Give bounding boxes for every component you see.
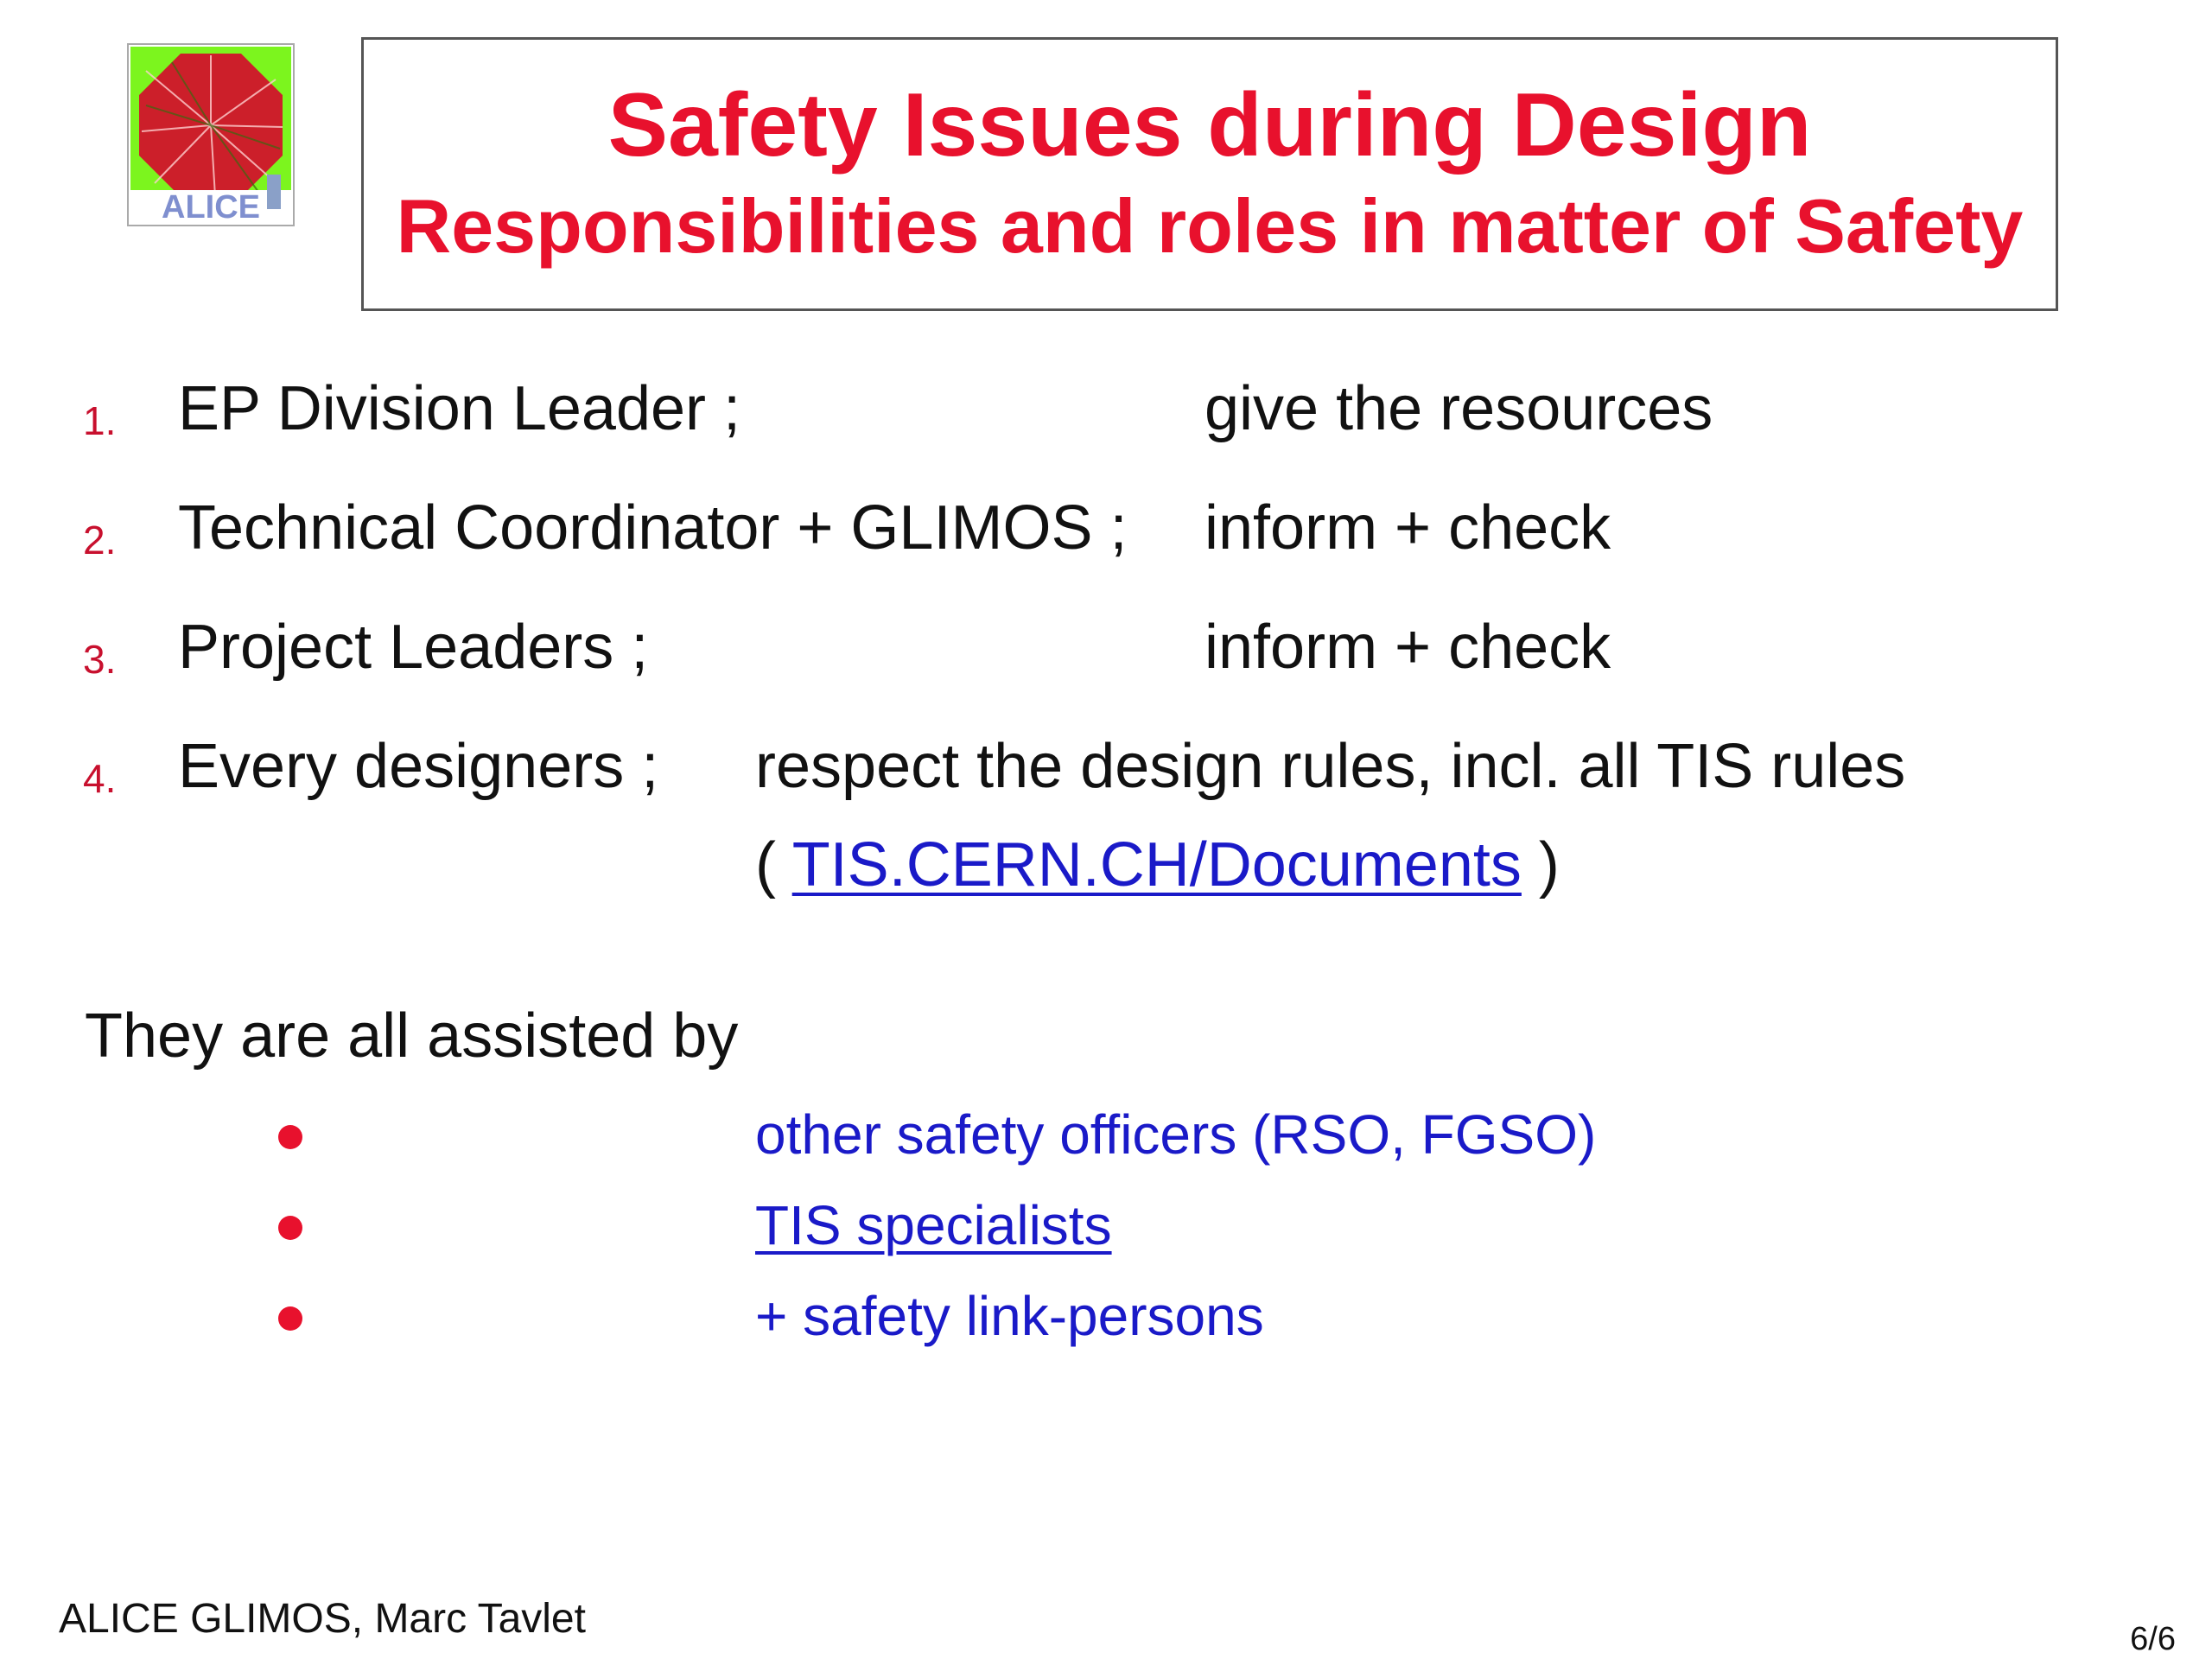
helper-item-2	[0, 1193, 2212, 1271]
role-label: EP Division Leader ;	[178, 374, 741, 443]
helper-item-1	[0, 1103, 2212, 1180]
page-number: 6/6	[2130, 1621, 2176, 1657]
paren-close: )	[1538, 830, 1560, 899]
alice-logo-text: ALICE	[162, 189, 260, 225]
duty-label: give the resources	[1205, 374, 1713, 443]
tis-specialists-link[interactable]: TIS specialists	[755, 1194, 1112, 1256]
duty-label: respect the design rules, incl. all TIS rules	[755, 732, 1906, 801]
bullet-icon	[278, 1306, 302, 1331]
item-number: 1.	[83, 398, 117, 443]
bullet-icon	[278, 1216, 302, 1240]
tis-documents-link[interactable]: TIS.CERN.CH/Documents	[791, 830, 1522, 899]
bullet-icon	[278, 1125, 302, 1149]
alice-logo-graphic	[129, 45, 293, 225]
helper-label: + safety link-persons	[755, 1285, 1264, 1347]
role-label: Every designers ;	[178, 732, 659, 801]
item-number: 4.	[83, 756, 117, 801]
footer-author: ALICE GLIMOS, Marc Tavlet	[59, 1596, 586, 1642]
helper-label: other safety officers (RSO, FGSO)	[755, 1103, 1597, 1166]
duty-label: inform + check	[1205, 613, 1611, 682]
tis-reference	[755, 830, 1560, 900]
item-number: 2.	[83, 518, 117, 563]
role-label: Technical Coordinator + GLIMOS ;	[178, 493, 1128, 563]
role-label: Project Leaders ;	[178, 613, 649, 682]
alice-logo	[127, 43, 295, 226]
responsibility-item-3	[0, 612, 2212, 698]
helper-item-3	[0, 1284, 2212, 1362]
duty-label: inform + check	[1205, 493, 1611, 563]
title-box	[361, 37, 2058, 311]
responsibility-item-4	[0, 731, 2212, 817]
paren-open: (	[755, 830, 776, 899]
page-subtitle: Responsibilities and roles in matter of Safety	[396, 183, 2024, 269]
item-number: 3.	[83, 637, 117, 682]
assisted-heading: They are all assisted by	[85, 1001, 739, 1071]
responsibility-item-1	[0, 373, 2212, 460]
responsibility-item-2	[0, 493, 2212, 579]
page-title: Safety Issues during Design	[607, 75, 1812, 175]
